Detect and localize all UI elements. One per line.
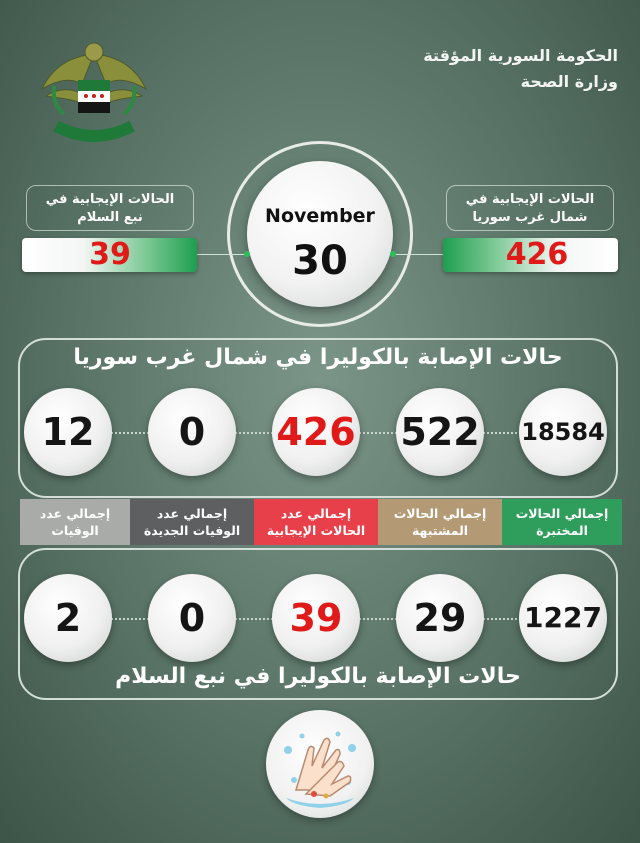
peace-spring-title: حالات الإصابة بالكوليرا في نبع السلام bbox=[115, 664, 521, 689]
nw-syria-value-circle bbox=[272, 388, 360, 476]
category-label-line2: المختبرة bbox=[536, 523, 588, 538]
nw-syria-value: 426 bbox=[276, 410, 356, 454]
government-name: الحكومة السورية المؤقتة bbox=[423, 46, 618, 65]
connector-right bbox=[393, 254, 445, 255]
date-day: 30 bbox=[292, 238, 348, 284]
nw-syria-value: 18584 bbox=[521, 418, 605, 446]
connector-dot-right bbox=[390, 251, 396, 257]
peace-spring-value: 29 bbox=[413, 596, 467, 640]
nw-syria-title: حالات الإصابة بالكوليرا في شمال غرب سوريا bbox=[73, 345, 563, 370]
category-label-line1: إجمالي الحالات bbox=[393, 506, 487, 521]
date-month: November bbox=[265, 205, 375, 227]
eagle-emblem-icon bbox=[34, 34, 154, 154]
side-left-label-line2: نبع السلام bbox=[77, 210, 143, 225]
peace-spring-value: 39 bbox=[289, 596, 343, 640]
category-label bbox=[254, 499, 378, 545]
side-right-label-line1: الحالات الإيجابية في bbox=[465, 192, 595, 207]
category-label-line1: إجمالي عدد bbox=[280, 506, 352, 521]
category-label-line1: إجمالي عدد bbox=[156, 506, 228, 521]
category-label-line1: إجمالي الحالات bbox=[515, 506, 609, 521]
nw-syria-value-circle bbox=[24, 388, 112, 476]
nw-syria-value-circle bbox=[396, 388, 484, 476]
peace-spring-value-circle bbox=[24, 574, 112, 662]
connector-left bbox=[195, 254, 247, 255]
peace-spring-value-circle bbox=[272, 574, 360, 662]
date-dial bbox=[247, 161, 393, 307]
category-label-line1: إجمالي عدد bbox=[39, 506, 111, 521]
category-label-line2: الوفيات bbox=[51, 523, 99, 538]
category-label-line2: المشتبهة bbox=[411, 523, 469, 538]
peace-spring-value-circle bbox=[396, 574, 484, 662]
connector-dot-left bbox=[244, 251, 250, 257]
side-right-value: 426 bbox=[505, 237, 569, 272]
category-label bbox=[20, 499, 130, 545]
category-label bbox=[502, 499, 622, 545]
nw-syria-value-circle bbox=[519, 388, 607, 476]
nw-syria-value-circle bbox=[148, 388, 236, 476]
peace-spring-value-circle bbox=[148, 574, 236, 662]
nw-syria-value: 522 bbox=[400, 410, 480, 454]
peace-spring-value-circle bbox=[519, 574, 607, 662]
nw-syria-value: 12 bbox=[41, 410, 95, 454]
ministry-name: وزارة الصحة bbox=[520, 72, 618, 91]
side-left-label-line1: الحالات الإيجابية في bbox=[45, 192, 175, 207]
side-left-label bbox=[26, 185, 194, 231]
side-left-value: 39 bbox=[89, 237, 131, 272]
nw-syria-value: 0 bbox=[178, 410, 206, 454]
peace-spring-value: 1227 bbox=[524, 601, 602, 634]
peace-spring-value: 0 bbox=[178, 596, 206, 640]
category-label bbox=[130, 499, 254, 545]
category-label bbox=[378, 499, 502, 545]
side-right-label bbox=[446, 185, 614, 231]
hand-washing-icon bbox=[266, 710, 374, 818]
peace-spring-value: 2 bbox=[54, 596, 82, 640]
category-label-line2: الوفيات الجديدة bbox=[143, 523, 241, 538]
side-right-label-line2: شمال غرب سوريا bbox=[472, 210, 588, 225]
category-label-line2: الحالات الإيجابية bbox=[266, 523, 366, 538]
